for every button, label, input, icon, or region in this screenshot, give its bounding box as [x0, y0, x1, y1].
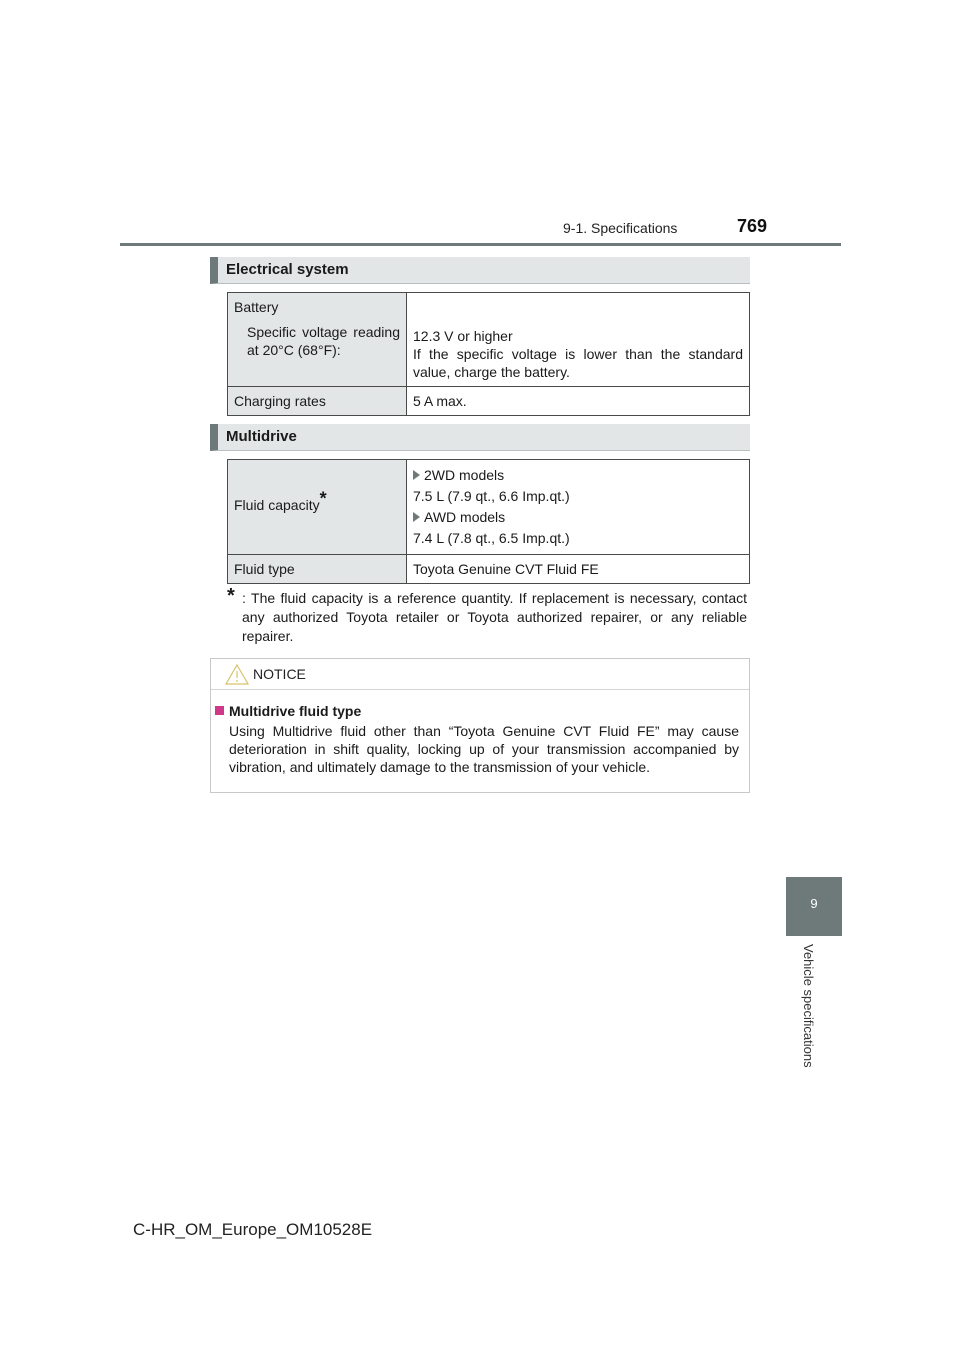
electrical-table — [227, 292, 750, 416]
table-row — [228, 460, 750, 555]
notice-header — [211, 659, 749, 690]
section-title-multidrive: Multidrive — [226, 428, 297, 445]
page-number: 769 — [737, 216, 768, 236]
capacity-footnote-mark: * — [319, 487, 327, 508]
table-row — [228, 387, 750, 416]
battery-label-cell — [228, 293, 407, 387]
type-value-cell — [407, 555, 750, 584]
battery-value-cell — [407, 293, 750, 387]
warning-triangle-icon — [225, 664, 249, 685]
chapter-label: Vehicle specifications — [801, 944, 816, 1068]
capacity-value-cell — [407, 460, 750, 555]
specific-voltage-note: If the specific voltage is lower than the standard value, charge the battery. — [413, 346, 743, 380]
footnote-text: : The fluid capacity is a reference quantity. If replacement is necessary, contact any authorized Toyota retailer or Toyota authorized repairer, or any reliable repairer. — [242, 590, 747, 644]
model-awd-value: 7.4 L (7.8 qt., 6.5 Imp.qt.) — [413, 530, 570, 546]
header-section-title: 9-1. Specifications — [563, 220, 678, 236]
charging-label: Charging rates — [234, 393, 326, 409]
charging-value: 5 A max. — [413, 393, 467, 409]
arrow-right-icon — [413, 470, 420, 480]
footnote-mark: * — [227, 585, 235, 607]
specific-voltage-value: 12.3 V or higher — [413, 328, 513, 344]
notice-label: NOTICE — [253, 666, 306, 682]
section-bar-electrical — [210, 257, 750, 284]
type-label: Fluid type — [234, 561, 295, 577]
type-label-cell — [228, 555, 407, 584]
capacity-label-cell — [228, 460, 407, 555]
footnote — [227, 585, 747, 646]
chapter-number: 9 — [810, 896, 818, 911]
notice-body: Using Multidrive fluid other than “Toyota Genuine CVT Fluid FE” may cause deterioration in shift quality, locking up of your transmission accompanied by vibration, and ultimately damage to the transmission of your vehicle. — [229, 723, 739, 775]
notice-heading: Multidrive fluid type — [215, 703, 361, 719]
notice-box — [210, 658, 750, 793]
charging-label-cell — [228, 387, 407, 416]
capacity-label: Fluid capacity — [234, 496, 320, 513]
model-2wd-value: 7.5 L (7.9 qt., 6.6 Imp.qt.) — [413, 488, 570, 504]
model-awd: AWD models — [413, 507, 743, 528]
chapter-tab — [786, 877, 842, 936]
battery-label: Battery — [234, 299, 279, 315]
type-value: Toyota Genuine CVT Fluid FE — [413, 561, 599, 577]
multidrive-table — [227, 459, 750, 584]
table-row — [228, 293, 750, 387]
specific-voltage-label: Specific voltage reading at 20°C (68°F): — [247, 324, 400, 358]
section-bar-multidrive — [210, 424, 750, 451]
header-rule — [120, 243, 841, 246]
arrow-right-icon — [413, 512, 420, 522]
section-title-electrical: Electrical system — [226, 261, 349, 278]
table-row — [228, 555, 750, 584]
charging-value-cell — [407, 387, 750, 416]
model-2wd: 2WD models — [413, 465, 743, 486]
document-id: C-HR_OM_Europe_OM10528E — [133, 1220, 373, 1239]
square-bullet-icon — [215, 706, 224, 715]
